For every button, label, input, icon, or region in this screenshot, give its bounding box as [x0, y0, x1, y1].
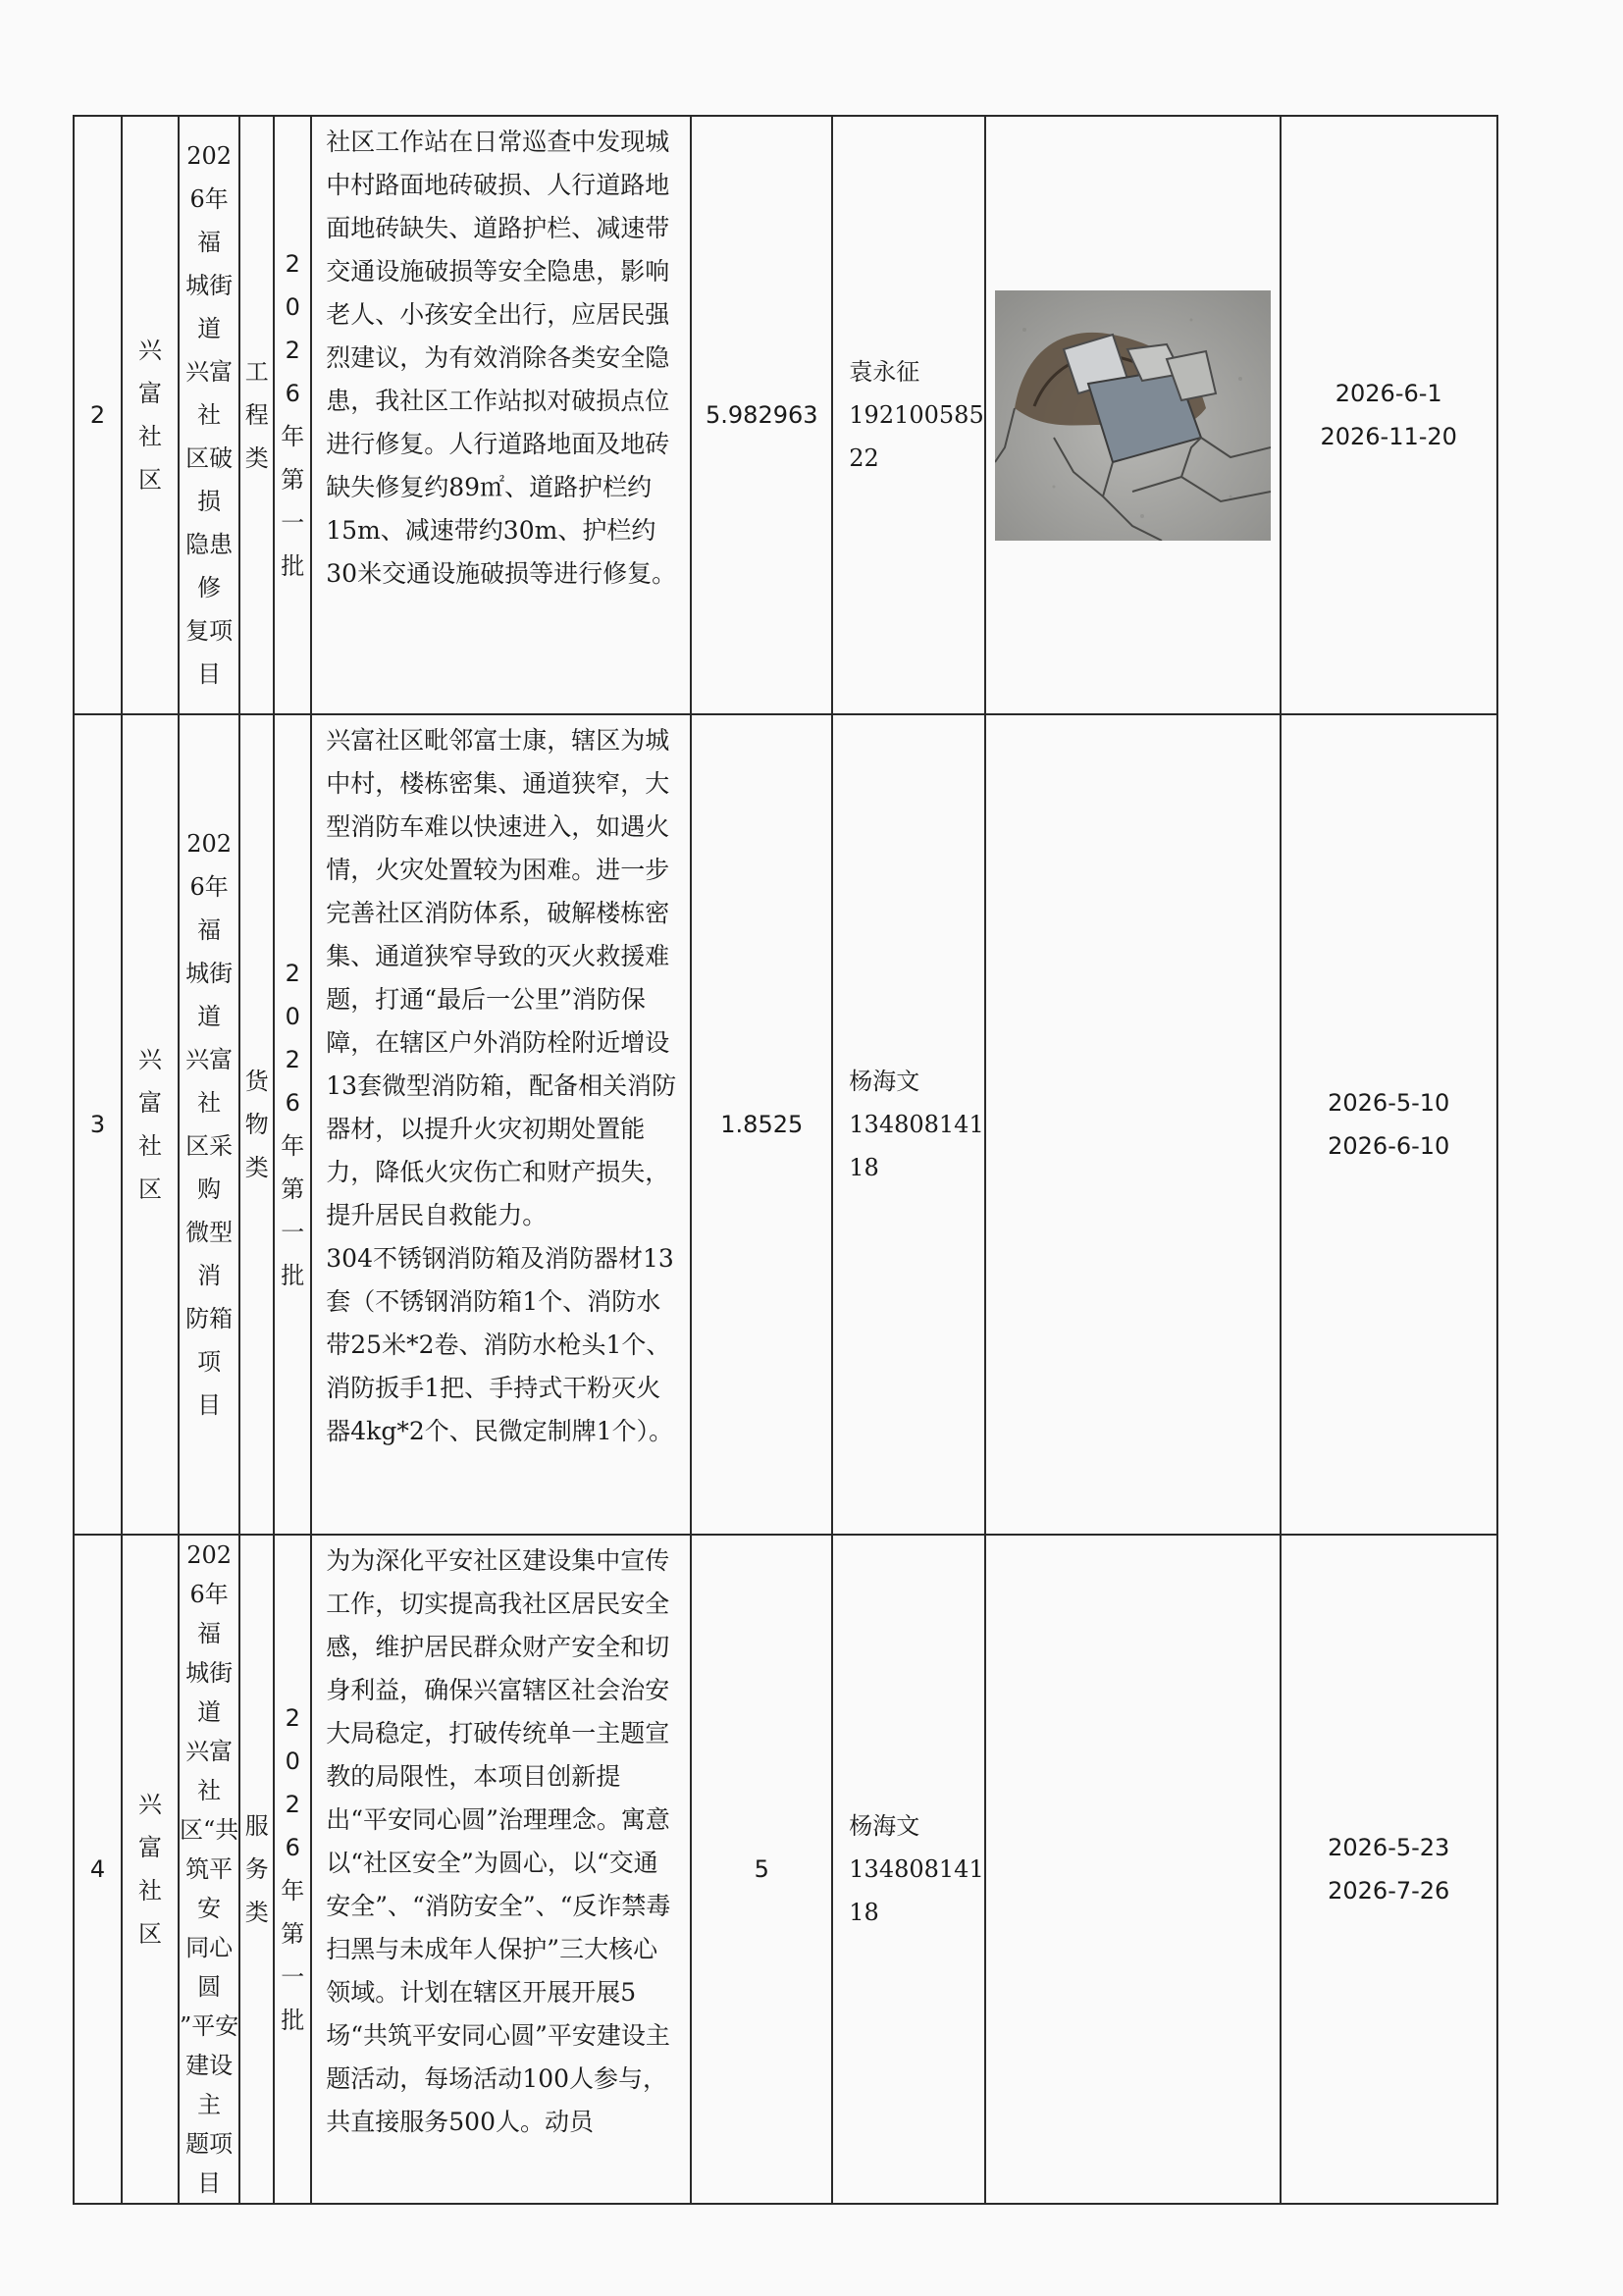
contact-name: 杨海文	[849, 1812, 920, 1840]
batch-cell	[274, 1535, 311, 2204]
project-name-cell	[179, 1535, 239, 2204]
date-end: 2026-11-20	[1320, 423, 1457, 450]
amount: 5.982963	[691, 116, 832, 714]
category: 货 物 类	[244, 1068, 269, 1181]
date-start: 2026-5-10	[1328, 1089, 1450, 1117]
batch: 2 0 2 6 年 第 一 批	[281, 1704, 305, 2034]
damaged-pavement-photo	[995, 290, 1271, 541]
contact-cell	[832, 714, 984, 1535]
description-cell	[311, 116, 691, 714]
row-number: 3	[74, 714, 122, 1535]
date-cell	[1281, 1535, 1497, 2204]
project-table	[73, 115, 1498, 2205]
date-end: 2026-7-26	[1328, 1877, 1450, 1905]
contact-phone: 134808141 18	[849, 1111, 984, 1181]
community-name: 兴 富 社 区	[138, 337, 162, 494]
date-cell	[1281, 714, 1497, 1535]
batch-cell	[274, 116, 311, 714]
table-row	[74, 714, 1497, 1535]
category: 工 程 类	[244, 358, 269, 472]
category-cell	[239, 714, 274, 1535]
description-cell	[311, 1535, 691, 2204]
community-name: 兴 富 社 区	[138, 1046, 162, 1203]
project-name: 202 6年福 城街道 兴富社 区采购 微型消 防箱项 目	[185, 830, 234, 1419]
description: 社区工作站在日常巡查中发现城中村路面地砖破损、人行道路地面地砖缺失、道路护栏、减速带交通设施破损等安全隐患，影响老人、小孩安全出行，应居民强烈建议，为有效消除各类安全隐患，我社区工作站拟对破损点位进行修复。人行道路地面及地砖缺失修复约89㎡、道路护栏约15m、减速带约30m、护栏约30米交通设施破损等进行修复。	[326, 128, 677, 588]
project-name: 202 6年福 城街道 兴富社 区“共 筑平安 同心圆 ”平安 建设主 题项目	[180, 1541, 239, 2197]
amount: 5	[691, 1535, 832, 2204]
description: 为为深化平安社区建设集中宣传工作，切实提高我社区居民安全感，维护居民群众财产安全和切身利益，确保兴富辖区社会治安大局稳定，打破传统单一主题宣教的局限性，本项目创新提出“平安同心圆”治理理念。寓意以“社区安全”为圆心，以“交通安全”、“消防安全”、“反诈禁毒扫黑与未成年人保护”三大核心领域。计划在辖区开展开展5场“共筑平安同心圆”平安建设主题活动，每场活动100人参与，共直接服务500人。动员	[326, 1546, 671, 2136]
community-cell	[122, 116, 179, 714]
community-cell	[122, 1535, 179, 2204]
table-row	[74, 1535, 1497, 2204]
date-start: 2026-5-23	[1328, 1834, 1450, 1861]
category: 服 务 类	[244, 1812, 269, 1926]
photo-cell	[985, 116, 1281, 714]
photo-cell	[985, 1535, 1281, 2204]
category-cell	[239, 116, 274, 714]
table-row	[74, 116, 1497, 714]
batch: 2 0 2 6 年 第 一 批	[281, 250, 305, 580]
project-name-cell	[179, 116, 239, 714]
batch: 2 0 2 6 年 第 一 批	[281, 960, 305, 1289]
contact-name: 袁永征	[849, 358, 920, 386]
category-cell	[239, 1535, 274, 2204]
project-name-cell	[179, 714, 239, 1535]
contact-phone: 192100585 22	[849, 401, 984, 472]
row-number: 2	[74, 116, 122, 714]
date-start: 2026-6-1	[1335, 380, 1442, 407]
contact-phone: 134808141 18	[849, 1855, 984, 1926]
photo-cell	[985, 714, 1281, 1535]
project-name: 202 6年福 城街道 兴富社 区破损 隐患修 复项目	[185, 142, 234, 688]
date-end: 2026-6-10	[1328, 1132, 1450, 1160]
community-cell	[122, 714, 179, 1535]
date-cell	[1281, 116, 1497, 714]
description-cell	[311, 714, 691, 1535]
contact-cell	[832, 1535, 984, 2204]
row-number: 4	[74, 1535, 122, 2204]
contact-name: 杨海文	[849, 1068, 920, 1095]
community-name: 兴 富 社 区	[138, 1791, 162, 1948]
description: 兴富社区毗邻富士康，辖区为城中村，楼栋密集、通道狭窄，大型消防车难以快速进入，如遇火情，火灾处置较为困难。进一步完善社区消防体系，破解楼栋密集、通道狭窄导致的灭火救援难题，打通“最后一公里”消防保障，在辖区户外消防栓附近增设13套微型消防箱，配备相关消防器材，以提升火灾初期处置能力，降低火灾伤亡和财产损失，提升居民自救能力。 304不锈钢消防箱及消防器材13套（不锈钢消防箱1个、消防水带25米*2卷、消防水枪头1个、消防扳手1把、手持式干粉灭火器4kg*2个、民微定制牌1个）。	[326, 726, 677, 1445]
amount: 1.8525	[691, 714, 832, 1535]
batch-cell	[274, 714, 311, 1535]
contact-cell	[832, 116, 984, 714]
